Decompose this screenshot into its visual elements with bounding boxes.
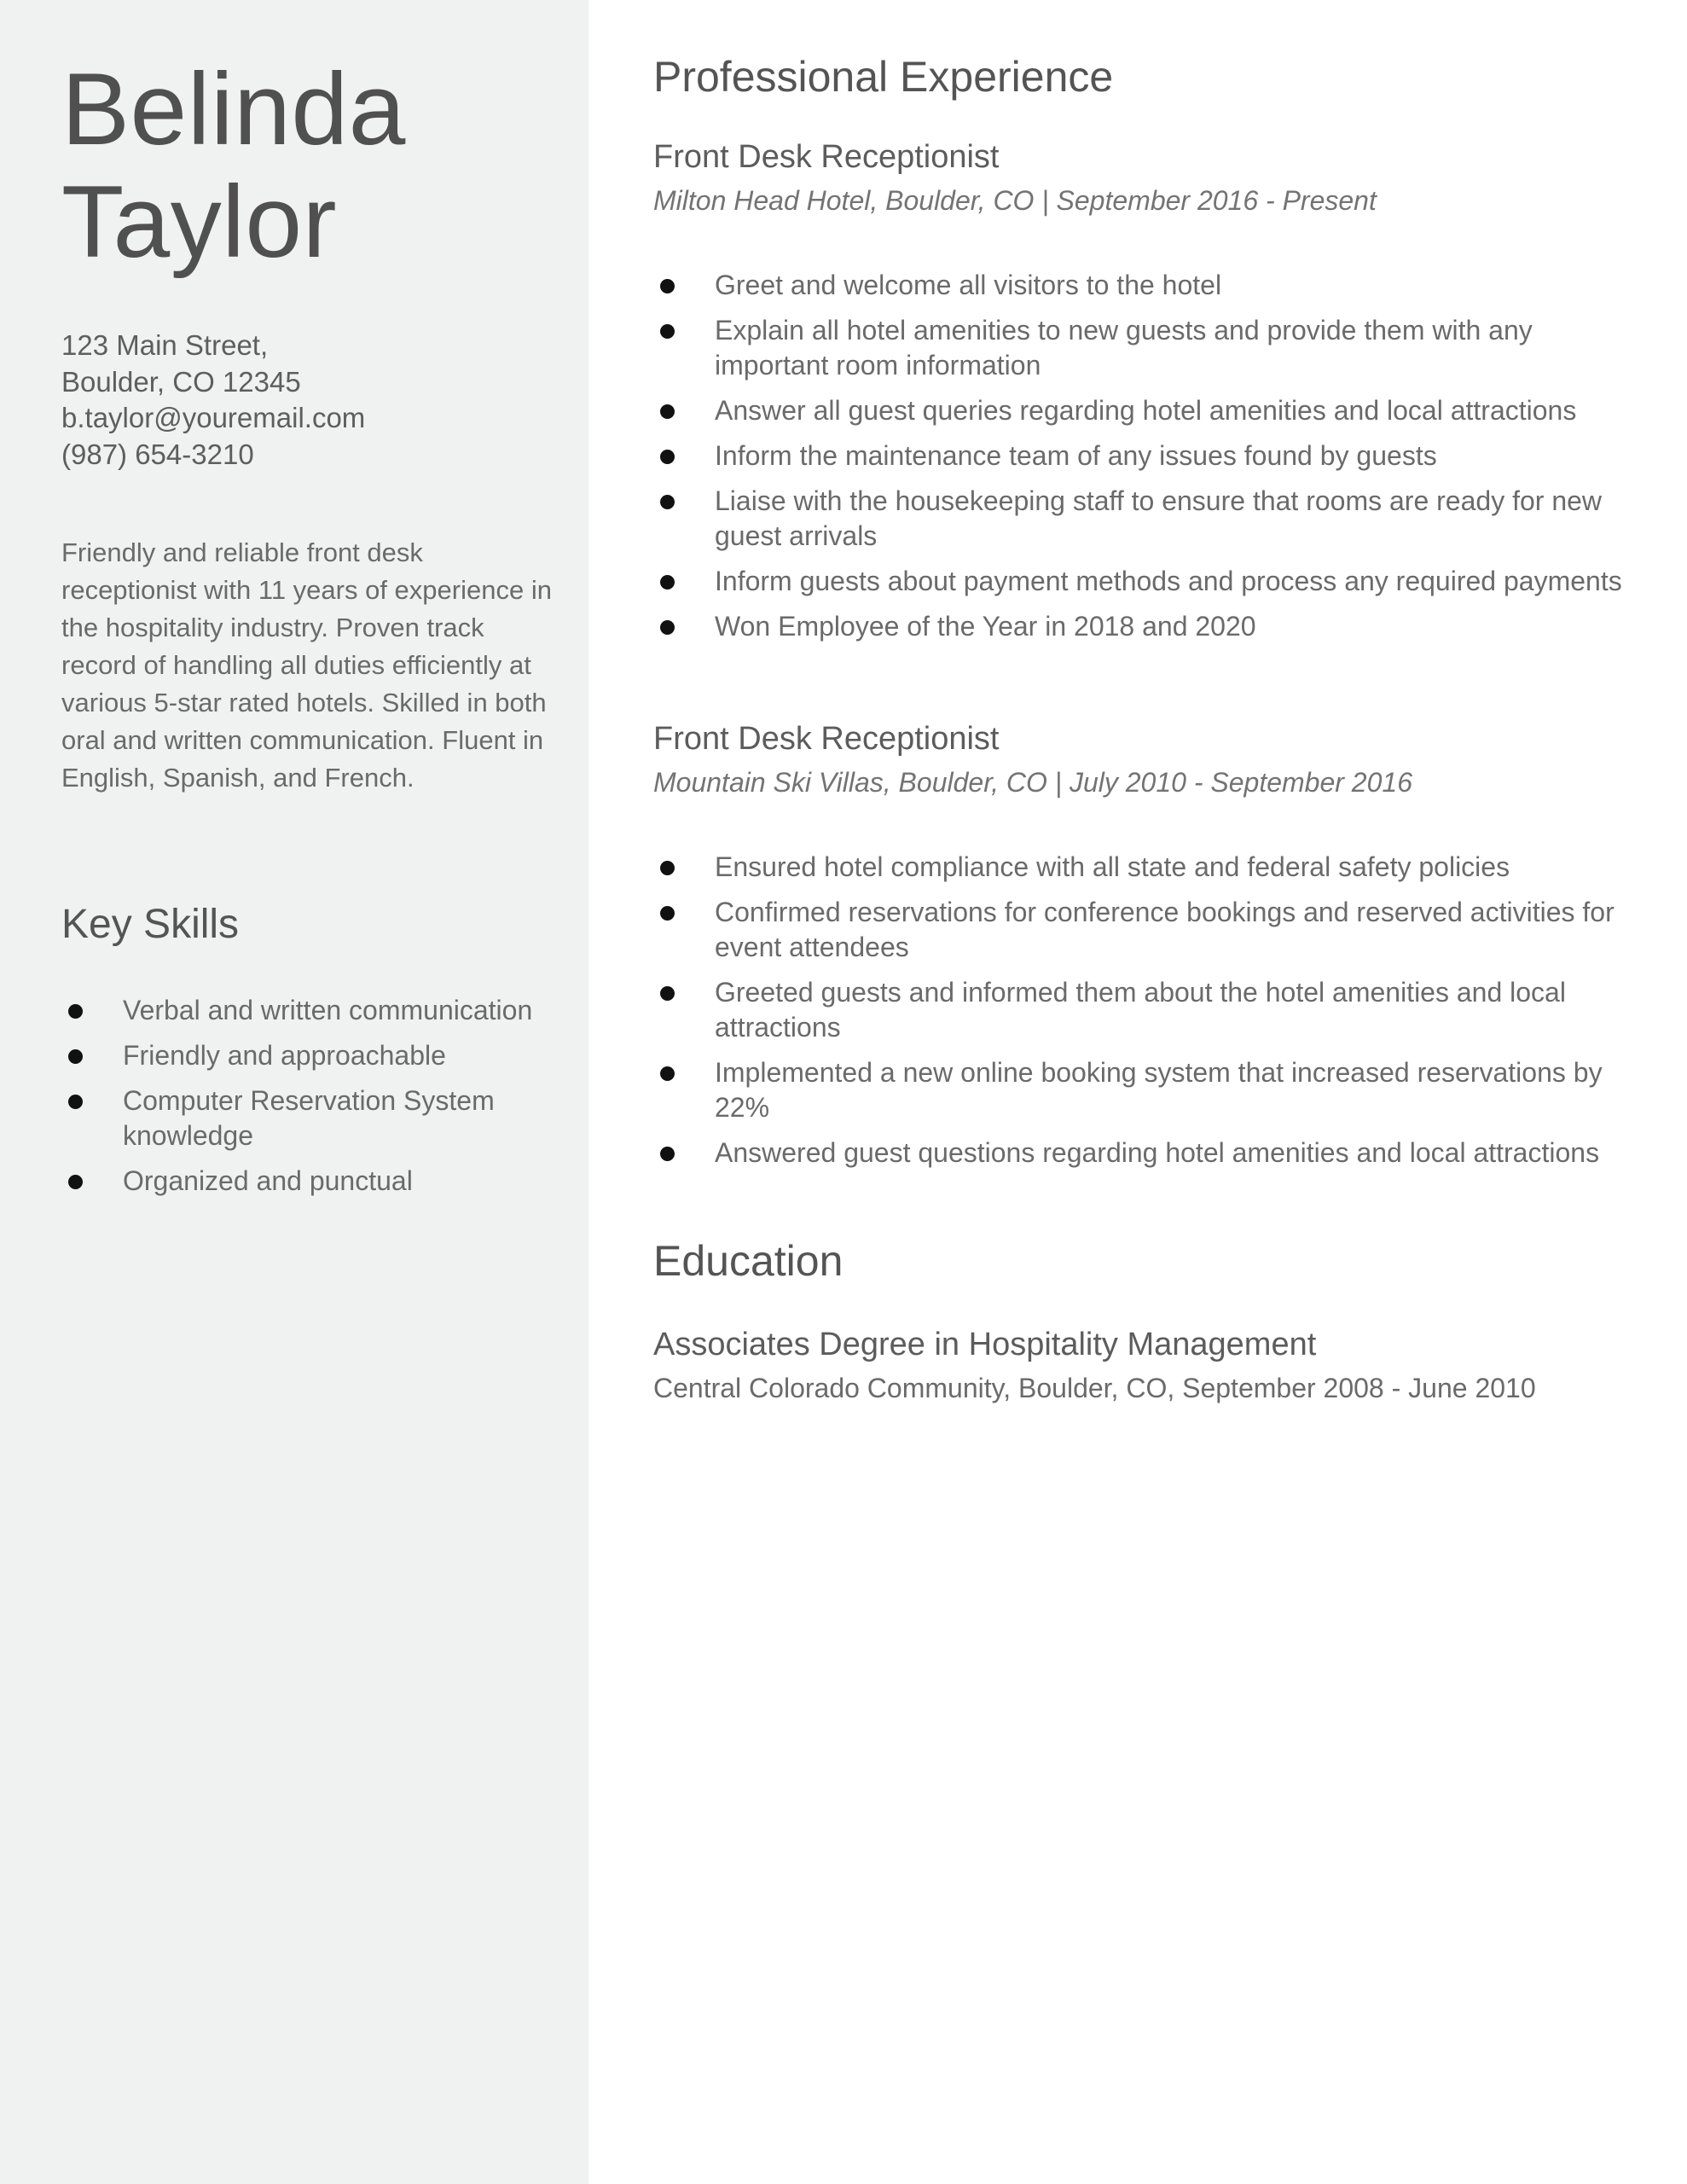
education-heading: Education — [653, 1237, 844, 1285]
job-duty-text: Explain all hotel amenities to new guests and provide them with any important room information — [715, 315, 1533, 380]
job-duty-text: Greet and welcome all visitors to the hotel — [715, 270, 1222, 300]
job-duty-text: Answered guest questions regarding hotel amenities and local attractions — [715, 1137, 1600, 1168]
job-duty — [653, 850, 1643, 885]
bullet-icon — [660, 450, 675, 464]
professional-summary: Friendly and reliable front desk receptionist with 11 years of experience in the hospitality industry. Proven track record of handling all duties efficiently at various 5-star rated hotels. Skilled in both oral and written communication. Fluent in English, Spanish, and French. — [61, 537, 552, 793]
job-duty — [653, 268, 1643, 303]
job-duty-text: Answer all guest queries regarding hotel amenities and local attractions — [715, 395, 1577, 426]
skill-item — [61, 1164, 539, 1199]
job-duty — [653, 975, 1643, 1045]
job-duty-text: Inform guests about payment methods and process any required payments — [715, 566, 1622, 596]
degree-title: Associates Degree in Hospitality Management — [653, 1327, 1317, 1362]
skill-item — [61, 993, 539, 1028]
bullet-icon — [68, 1095, 83, 1109]
job-duty — [653, 1055, 1643, 1125]
address-street: 123 Main Street, — [61, 329, 269, 361]
skills-list — [61, 993, 539, 1209]
last-name: Taylor — [61, 165, 338, 279]
job-meta: Mountain Ski Villas, Boulder, CO | July 2010 - September 2016 — [653, 767, 1412, 798]
job-duty-text: Implemented a new online booking system that increased reservations by 22% — [715, 1057, 1603, 1123]
job-title: Front Desk Receptionist — [653, 721, 1000, 757]
bullet-icon — [660, 495, 675, 509]
job-duty-text: Won Employee of the Year in 2018 and 2020 — [715, 611, 1256, 642]
job-duty — [653, 895, 1643, 965]
bullet-icon — [660, 861, 675, 875]
skill-text: Computer Reservation System knowledge — [123, 1085, 495, 1151]
school-info: Central Colorado Community, Boulder, CO, September 2008 - June 2010 — [653, 1373, 1536, 1403]
bullet-icon — [660, 404, 675, 419]
job-duties-list — [653, 268, 1643, 654]
sidebar — [0, 0, 588, 2184]
skill-item — [61, 1038, 539, 1073]
bullet-icon — [660, 279, 675, 293]
email-address: b.taylor@youremail.com — [61, 402, 366, 433]
bullet-icon — [660, 906, 675, 921]
bullet-icon — [68, 1049, 83, 1064]
skill-item — [61, 1083, 539, 1153]
first-name: Belinda — [61, 52, 406, 166]
job-duty — [653, 393, 1643, 428]
skill-text: Friendly and approachable — [123, 1040, 446, 1071]
bullet-icon — [660, 575, 675, 590]
bullet-icon — [660, 1147, 675, 1161]
bullet-icon — [660, 620, 675, 635]
job-duty — [653, 1136, 1643, 1170]
skill-text: Verbal and written communication — [123, 995, 533, 1025]
bullet-icon — [68, 1175, 83, 1189]
job-duty — [653, 313, 1643, 383]
job-duty — [653, 564, 1643, 599]
job-duty — [653, 439, 1643, 473]
job-duty-text: Liaise with the housekeeping staff to ensure that rooms are ready for new guest arrivals — [715, 485, 1603, 551]
contact-info — [61, 328, 365, 473]
key-skills-heading: Key Skills — [61, 902, 240, 947]
job-duty-text: Inform the maintenance team of any issues found by guests — [715, 440, 1437, 471]
job-title: Front Desk Receptionist — [653, 139, 1000, 175]
address-city: Boulder, CO 12345 — [61, 365, 301, 398]
bullet-icon — [660, 986, 675, 1001]
bullet-icon — [660, 324, 675, 339]
bullet-icon — [660, 1066, 675, 1081]
job-duty-text: Greeted guests and informed them about the hotel amenities and local attractions — [715, 977, 1566, 1043]
job-duties-list — [653, 850, 1643, 1181]
job-meta: Milton Head Hotel, Boulder, CO | September 2016 - Present — [653, 185, 1377, 216]
job-duty-text: Ensured hotel compliance with all state and federal safety policies — [715, 851, 1510, 882]
main-content — [588, 0, 1687, 2184]
job-duty — [653, 609, 1643, 644]
skill-text: Organized and punctual — [123, 1165, 413, 1196]
job-duty — [653, 484, 1643, 554]
job-duty-text: Confirmed reservations for conference bookings and reserved activities for event attendees — [715, 897, 1615, 962]
experience-heading: Professional Experience — [653, 53, 1114, 101]
candidate-name — [61, 53, 406, 278]
phone-number: (987) 654-3210 — [61, 438, 254, 470]
bullet-icon — [68, 1004, 83, 1019]
